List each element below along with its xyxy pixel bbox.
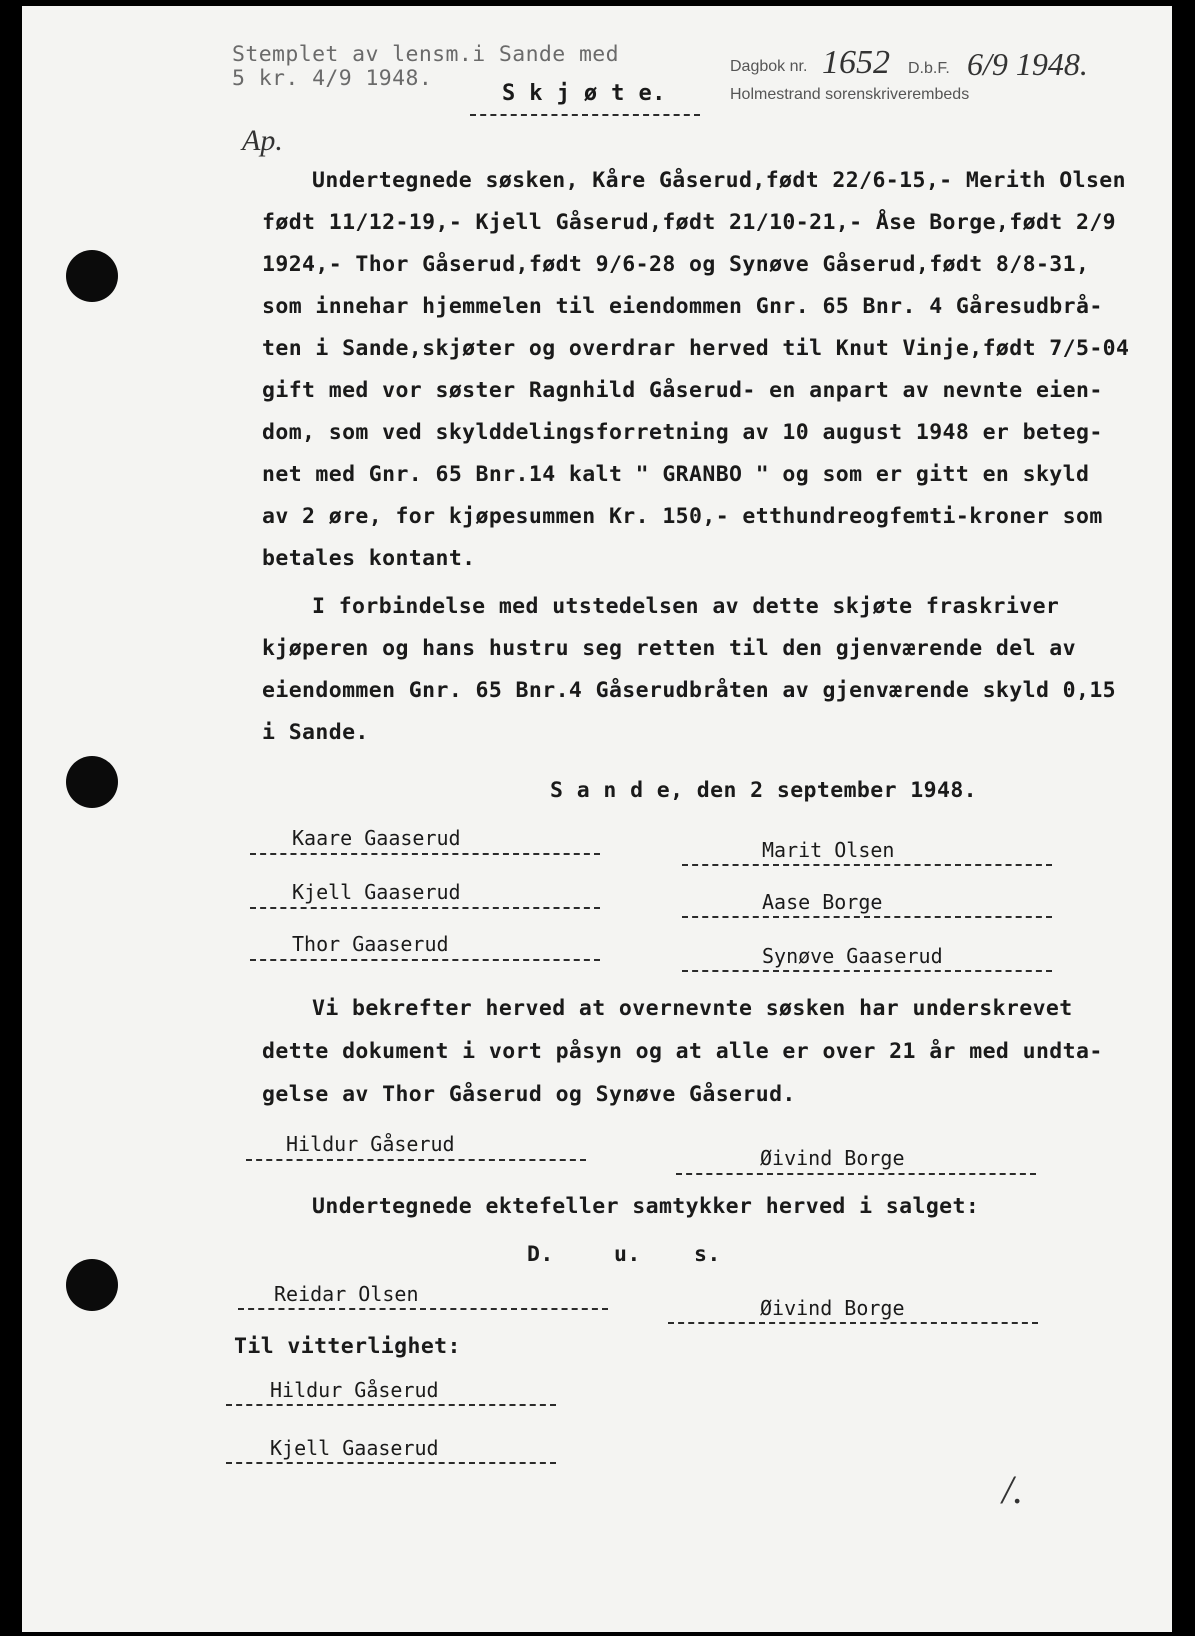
vitterlighet-label: Til vitterlighet: <box>234 1334 461 1359</box>
document-title: S k j ø t e. <box>502 81 666 106</box>
signature-line <box>226 1404 556 1406</box>
text-line: dom, som ved skylddelingsforretning av 10 august 1948 er beteg- <box>262 420 1103 445</box>
text-line: i Sande. <box>262 720 369 745</box>
signature-line <box>238 1308 608 1310</box>
margin-note: Ap. <box>242 124 283 157</box>
witness-left-signature: Hildur Gåserud <box>286 1132 455 1156</box>
dagbok-number: 1652 <box>822 44 890 81</box>
text-line: født 11/12-19,- Kjell Gåserud,født 21/10-21,- Åse Borge,født 2/9 <box>262 210 1117 235</box>
dagbok-suffix: D.b.F. <box>908 60 950 77</box>
place-date: S a n d e, den 2 september 1948. <box>550 778 978 803</box>
text-line: ten i Sande,skjøter og overdrar herved til Knut Vinje,født 7/5-04 <box>262 336 1130 361</box>
text-line: dette dokument i vort påsyn og at alle er over 21 år med undta- <box>262 1039 1103 1064</box>
text-line: Undertegnede søsken, Kåre Gåserud,født 22/6-15,- Merith Olsen <box>312 168 1126 193</box>
signature-left: Kaare Gaaserud <box>292 826 461 850</box>
dagbok-label: Dagbok nr. <box>730 58 808 75</box>
text-line: 1924,- Thor Gåserud,født 9/6-28 og Synøve Gåserud,født 8/8-31, <box>262 252 1090 277</box>
punch-hole-bottom <box>66 1259 118 1311</box>
text-line: betales kontant. <box>262 546 476 571</box>
signature-right: Marit Olsen <box>762 838 895 862</box>
text-line: I forbindelse med utstedelsen av dette skjøte fraskriver <box>312 594 1060 619</box>
signature-line <box>246 1159 586 1161</box>
punch-hole-top <box>66 250 118 302</box>
text-line: Vi bekrefter herved at overnevnte søsken har underskrevet <box>312 996 1073 1021</box>
text-line: av 2 øre, for kjøpesummen Kr. 150,- etthundreogfemti-kroner som <box>262 504 1103 529</box>
dus-d: D. <box>527 1242 554 1267</box>
signature-line <box>250 907 600 909</box>
dagbok-date: 6/9 1948. <box>967 46 1088 82</box>
signature-line <box>682 916 1052 918</box>
document-page <box>22 6 1172 1632</box>
dus-s: s. <box>694 1242 721 1267</box>
spouse-left-signature: Reidar Olsen <box>274 1282 419 1306</box>
text-line: som innehar hjemmelen til eiendommen Gnr. 65 Bnr. 4 Gåresudbrå- <box>262 294 1103 319</box>
dus-u: u. <box>614 1242 641 1267</box>
signature-left: Kjell Gaaserud <box>292 880 461 904</box>
spouse-right-signature: Øivind Borge <box>760 1296 905 1320</box>
vitne-signature: Hildur Gåserud <box>270 1378 439 1402</box>
witness-right-signature: Øivind Borge <box>760 1146 905 1170</box>
text-line: gift med vor søster Ragnhild Gåserud- en anpart av nevnte eien- <box>262 378 1103 403</box>
signature-left: Thor Gaaserud <box>292 932 449 956</box>
signature-line <box>226 1462 556 1464</box>
office-stamp: Holmestrand sorenskriverembeds <box>730 86 970 103</box>
consent-text: Undertegnede ektefeller samtykker herved i salget: <box>312 1194 980 1219</box>
signature-line <box>668 1322 1038 1324</box>
signature-right: Synøve Gaaserud <box>762 944 943 968</box>
signature-line <box>250 853 600 855</box>
title-underline <box>470 114 700 116</box>
signature-line <box>682 864 1052 866</box>
text-line: net med Gnr. 65 Bnr.14 kalt " GRANBO " og som er gitt en skyld <box>262 462 1090 487</box>
end-mark: /. <box>1002 1467 1024 1512</box>
punch-hole-middle <box>66 756 118 808</box>
signature-right: Aase Borge <box>762 890 883 914</box>
vitne-signature: Kjell Gaaserud <box>270 1436 439 1460</box>
text-line: gelse av Thor Gåserud og Synøve Gåserud. <box>262 1082 796 1107</box>
text-line: kjøperen og hans hustru seg retten til den gjenværende del av <box>262 636 1076 661</box>
signature-line <box>676 1173 1036 1175</box>
stamp-note-line2: 5 kr. 4/9 1948. <box>232 66 433 91</box>
signature-line <box>682 970 1052 972</box>
signature-line <box>250 959 600 961</box>
stamp-note-line1: Stemplet av lensm.i Sande med <box>232 42 619 67</box>
text-line: eiendommen Gnr. 65 Bnr.4 Gåserudbråten av gjenværende skyld 0,15 <box>262 678 1117 703</box>
